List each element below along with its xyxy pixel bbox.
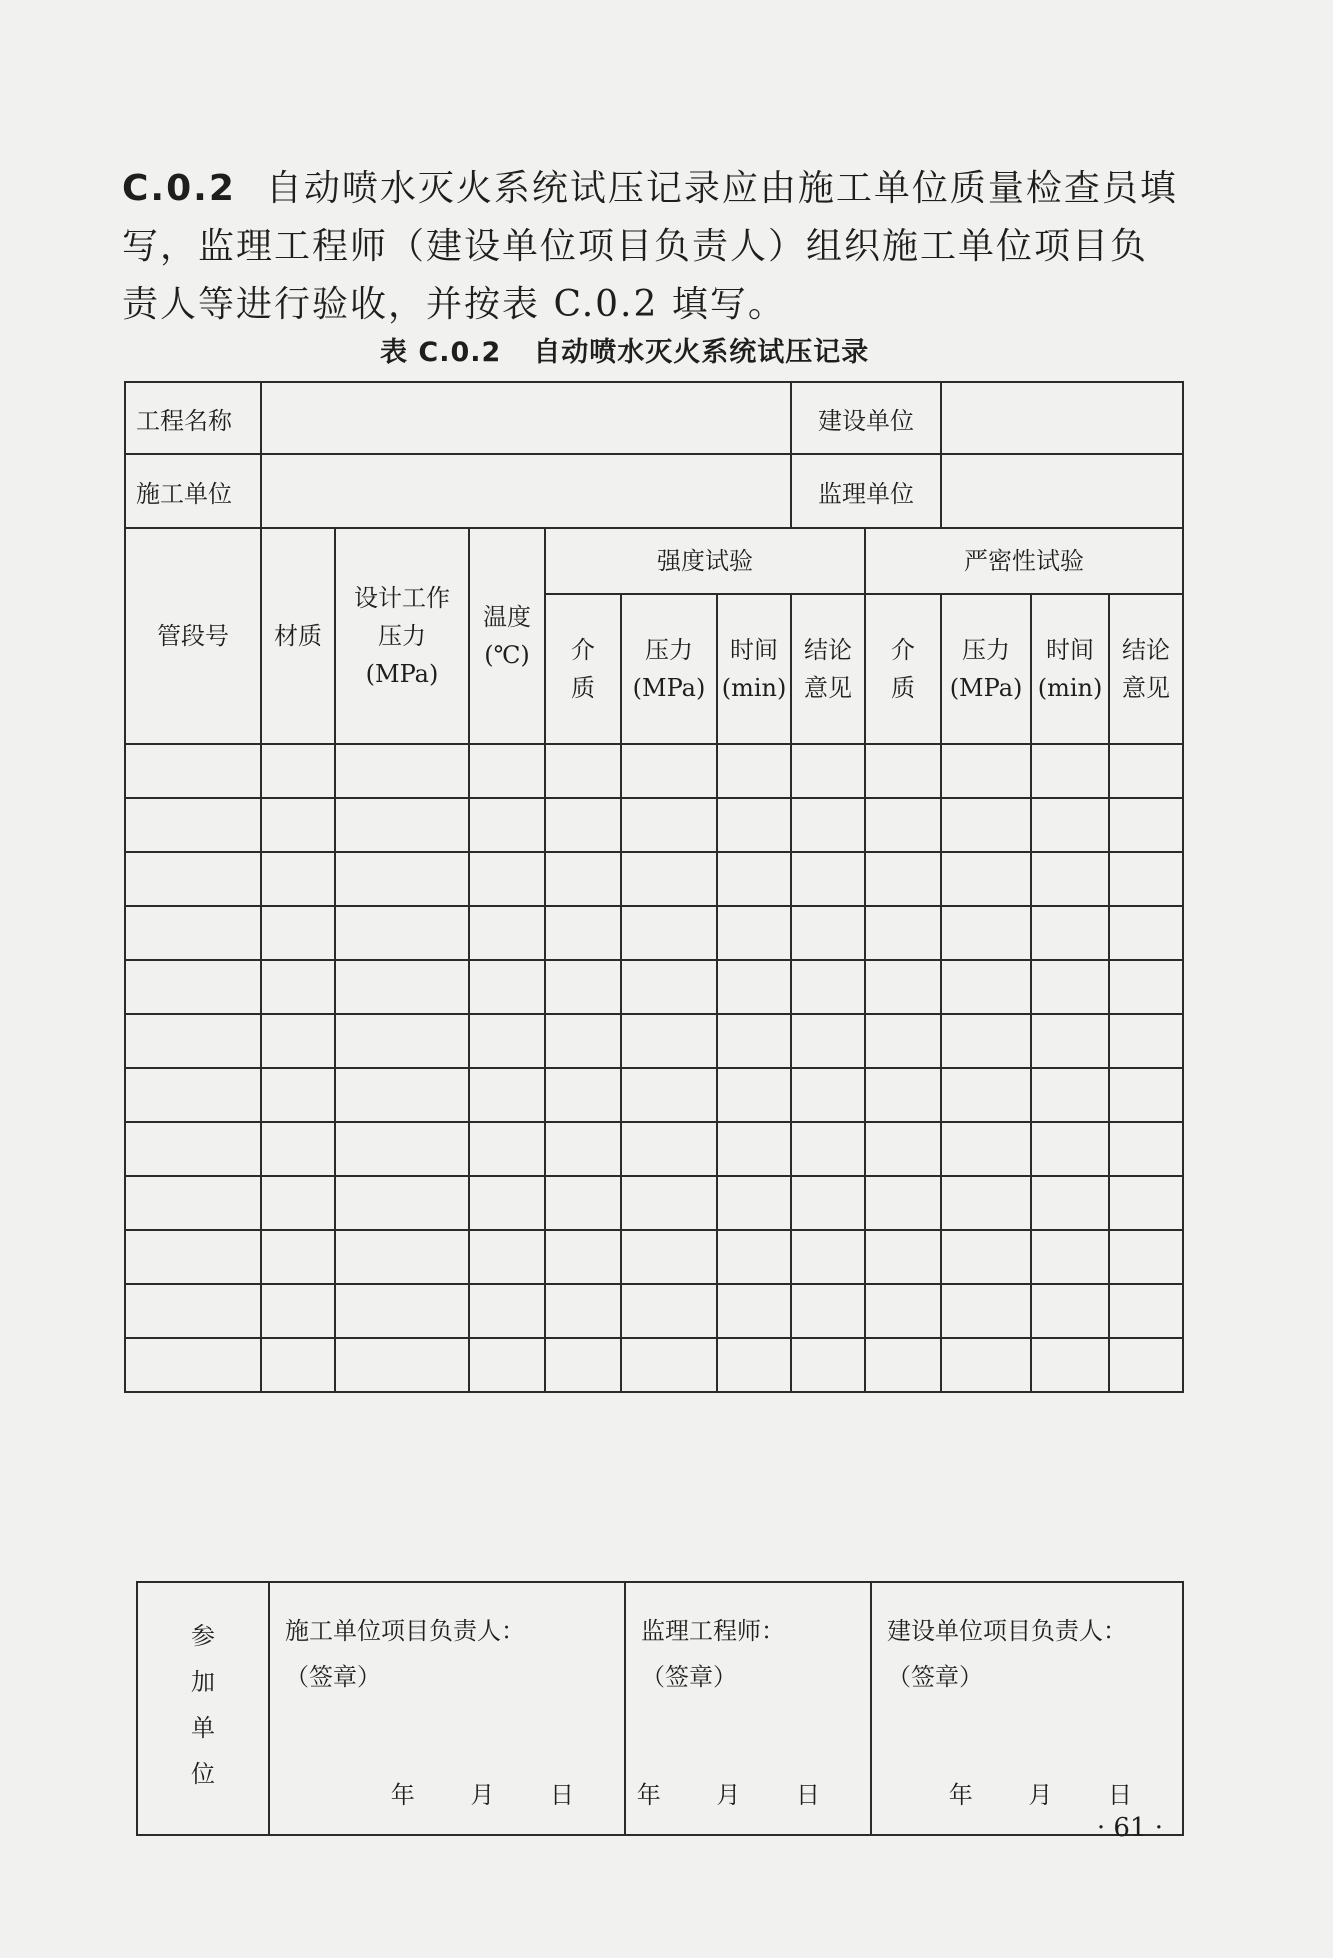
table-cell[interactable]: [791, 852, 865, 906]
table-cell[interactable]: [261, 1338, 335, 1392]
table-cell[interactable]: [1109, 1338, 1183, 1392]
strength-test-header: 强度试验: [545, 528, 865, 594]
table-row: [125, 798, 1183, 852]
design-pressure-header: 设计工作 压力 (MPa): [335, 528, 469, 744]
table-cell[interactable]: [545, 1230, 621, 1284]
table-cell[interactable]: [125, 1176, 261, 1230]
table-cell[interactable]: [717, 906, 791, 960]
table-cell[interactable]: [941, 960, 1031, 1014]
table-cell[interactable]: [717, 1122, 791, 1176]
owner-seal-label: （签章）: [887, 1663, 983, 1691]
table-cell[interactable]: [469, 1122, 545, 1176]
segment-header: 管段号: [125, 528, 261, 744]
table-cell[interactable]: [545, 906, 621, 960]
table-cell[interactable]: [1031, 744, 1109, 798]
strength-pressure-header: 压力 (MPa): [621, 594, 717, 744]
table-cell[interactable]: [1109, 1014, 1183, 1068]
table-cell[interactable]: [1031, 1068, 1109, 1122]
table-cell[interactable]: [865, 960, 941, 1014]
table-cell[interactable]: [545, 852, 621, 906]
table-name: 自动喷水灭火系统试压记录: [533, 337, 870, 368]
table-cell[interactable]: [261, 744, 335, 798]
table-cell[interactable]: [125, 960, 261, 1014]
table-cell[interactable]: [469, 1338, 545, 1392]
table-cell[interactable]: [865, 798, 941, 852]
table-cell[interactable]: [941, 1176, 1031, 1230]
table-cell[interactable]: [469, 1230, 545, 1284]
table-cell[interactable]: [335, 1230, 469, 1284]
intro-paragraph: [122, 160, 1182, 334]
table-cell[interactable]: [545, 1014, 621, 1068]
tightness-time-header: 时间 (min): [1031, 594, 1109, 744]
table-cell[interactable]: [717, 798, 791, 852]
table-row: [125, 1176, 1183, 1230]
table-cell[interactable]: [545, 1122, 621, 1176]
builder-company-label: 施工单位: [125, 454, 261, 528]
table-row: [125, 1014, 1183, 1068]
table-cell[interactable]: [335, 1068, 469, 1122]
table-cell[interactable]: [941, 1338, 1031, 1392]
table-cell[interactable]: [941, 852, 1031, 906]
project-name-label: 工程名称: [125, 382, 261, 454]
table-row: [125, 1122, 1183, 1176]
table-cell[interactable]: [335, 1284, 469, 1338]
table-cell[interactable]: [335, 1176, 469, 1230]
info-row-1: [125, 382, 1183, 454]
table-cell[interactable]: [717, 852, 791, 906]
table-cell[interactable]: [1031, 960, 1109, 1014]
table-cell[interactable]: [1031, 1176, 1109, 1230]
table-cell[interactable]: [261, 1122, 335, 1176]
table-title: [380, 330, 869, 369]
table-cell[interactable]: [941, 906, 1031, 960]
supervisor-date: 年 月 日: [636, 1781, 844, 1809]
table-cell[interactable]: [1031, 906, 1109, 960]
table-cell[interactable]: [621, 1284, 717, 1338]
table-cell[interactable]: [545, 1284, 621, 1338]
table-cell[interactable]: [865, 1122, 941, 1176]
construction-company-field[interactable]: [941, 382, 1183, 454]
table-row: [125, 1284, 1183, 1338]
table-cell[interactable]: [717, 1068, 791, 1122]
table-cell[interactable]: [1109, 960, 1183, 1014]
table-cell[interactable]: [545, 1338, 621, 1392]
table-cell[interactable]: [621, 798, 717, 852]
table-cell[interactable]: [1109, 744, 1183, 798]
table-cell[interactable]: [545, 1176, 621, 1230]
table-row: [125, 1230, 1183, 1284]
table-cell[interactable]: [261, 1176, 335, 1230]
table-cell[interactable]: [1109, 1176, 1183, 1230]
strength-medium-header: 介 质: [545, 594, 621, 744]
table-cell[interactable]: [941, 1122, 1031, 1176]
table-cell[interactable]: [261, 798, 335, 852]
table-cell[interactable]: [865, 1068, 941, 1122]
builder-date: 年 月 日: [390, 1781, 598, 1809]
table-cell[interactable]: [545, 1068, 621, 1122]
owner-date: 年 月 日: [948, 1781, 1156, 1809]
table-row: [125, 744, 1183, 798]
strength-conclusion-header: 结论 意见: [791, 594, 865, 744]
owner-signature-box[interactable]: [871, 1582, 1183, 1835]
table-cell[interactable]: [941, 798, 1031, 852]
table-cell[interactable]: [261, 1230, 335, 1284]
supervisor-label: 监理工程师：: [641, 1617, 785, 1645]
table-cell[interactable]: [261, 906, 335, 960]
table-cell[interactable]: [621, 960, 717, 1014]
table-cell[interactable]: [941, 744, 1031, 798]
tightness-medium-header: 介 质: [865, 594, 941, 744]
table-cell[interactable]: [621, 1068, 717, 1122]
table-cell[interactable]: [941, 1014, 1031, 1068]
table-cell[interactable]: [335, 744, 469, 798]
table-cell[interactable]: [791, 1338, 865, 1392]
table-cell[interactable]: [621, 1122, 717, 1176]
table-cell[interactable]: [865, 744, 941, 798]
table-cell[interactable]: [335, 852, 469, 906]
table-cell[interactable]: [1031, 1284, 1109, 1338]
table-cell[interactable]: [717, 1338, 791, 1392]
table-cell[interactable]: [1109, 852, 1183, 906]
strength-time-header: 时间 (min): [717, 594, 791, 744]
supervisor-seal-label: （签章）: [641, 1663, 737, 1691]
supervisor-signature-box[interactable]: [625, 1582, 871, 1835]
table-cell[interactable]: [335, 1338, 469, 1392]
table-cell[interactable]: [717, 1176, 791, 1230]
table-cell[interactable]: [1109, 1230, 1183, 1284]
table-cell[interactable]: [941, 1284, 1031, 1338]
table-cell[interactable]: [469, 1284, 545, 1338]
table-number: 表 C.0.2: [380, 337, 502, 368]
table-cell[interactable]: [469, 1176, 545, 1230]
table-row: [125, 1338, 1183, 1392]
table-cell[interactable]: [335, 1014, 469, 1068]
table-cell[interactable]: [621, 1338, 717, 1392]
table-cell[interactable]: [261, 1014, 335, 1068]
table-cell[interactable]: [1031, 852, 1109, 906]
table-cell[interactable]: [125, 1122, 261, 1176]
table-cell[interactable]: [261, 852, 335, 906]
table-cell[interactable]: [261, 1068, 335, 1122]
table-cell[interactable]: [791, 1230, 865, 1284]
table-cell[interactable]: [865, 1338, 941, 1392]
supervision-company-label: 监理单位: [791, 454, 941, 528]
table-cell[interactable]: [621, 906, 717, 960]
table-cell[interactable]: [1109, 906, 1183, 960]
table-cell[interactable]: [125, 798, 261, 852]
table-cell[interactable]: [469, 744, 545, 798]
table-row: [125, 852, 1183, 906]
table-cell[interactable]: [621, 1230, 717, 1284]
table-cell[interactable]: [335, 906, 469, 960]
table-cell[interactable]: [125, 1014, 261, 1068]
temperature-header: 温度 (℃): [469, 528, 545, 744]
table-row: [125, 906, 1183, 960]
supervision-company-field[interactable]: [941, 454, 1183, 528]
builder-seal-label: （签章）: [285, 1663, 381, 1691]
clause-number: C.0.2: [122, 168, 236, 209]
tightness-test-header: 严密性试验: [865, 528, 1183, 594]
table-cell[interactable]: [261, 960, 335, 1014]
table-cell[interactable]: [865, 1230, 941, 1284]
table-cell[interactable]: [791, 906, 865, 960]
table-cell[interactable]: [545, 798, 621, 852]
table-cell[interactable]: [469, 960, 545, 1014]
table-cell[interactable]: [545, 744, 621, 798]
builder-signature-box[interactable]: [269, 1582, 625, 1835]
table-cell[interactable]: [865, 852, 941, 906]
table-cell[interactable]: [621, 1176, 717, 1230]
table-cell[interactable]: [717, 1284, 791, 1338]
data-rows: [125, 744, 1183, 1392]
table-cell[interactable]: [941, 1068, 1031, 1122]
table-cell[interactable]: [791, 1122, 865, 1176]
owner-manager-label: 建设单位项目负责人：: [887, 1617, 1127, 1645]
table-cell[interactable]: [125, 852, 261, 906]
table-cell[interactable]: [791, 1176, 865, 1230]
table-cell[interactable]: [621, 852, 717, 906]
table-cell[interactable]: [261, 1284, 335, 1338]
header-row-1: [125, 528, 1183, 594]
table-cell[interactable]: [865, 1176, 941, 1230]
table-cell[interactable]: [125, 1230, 261, 1284]
table-cell[interactable]: [1031, 1338, 1109, 1392]
participants-label: 参 加 单 位: [137, 1582, 269, 1835]
table-cell[interactable]: [621, 744, 717, 798]
table-cell[interactable]: [1031, 1122, 1109, 1176]
tightness-conclusion-header: 结论 意见: [1109, 594, 1183, 744]
info-row-2: [125, 454, 1183, 528]
project-name-field[interactable]: [261, 382, 791, 454]
table-cell[interactable]: [469, 852, 545, 906]
table-cell[interactable]: [545, 960, 621, 1014]
table-cell[interactable]: [125, 906, 261, 960]
table-cell[interactable]: [1031, 1230, 1109, 1284]
builder-manager-label: 施工单位项目负责人：: [285, 1617, 525, 1645]
table-cell[interactable]: [865, 1014, 941, 1068]
table-cell[interactable]: [865, 1284, 941, 1338]
material-header: 材质: [261, 528, 335, 744]
table-cell[interactable]: [717, 1230, 791, 1284]
table-row: [125, 960, 1183, 1014]
table-cell[interactable]: [469, 1014, 545, 1068]
table-cell[interactable]: [1031, 798, 1109, 852]
intro-text: 自动喷水灭火系统试压记录应由施工单位质量检查员填写，监理工程师（建设单位项目负责人）组织施工单位项目负责人等进行验收，并按表 C.0.2 填写。: [122, 168, 1178, 325]
construction-company-label: 建设单位: [791, 382, 941, 454]
table-cell[interactable]: [125, 1284, 261, 1338]
table-cell[interactable]: [1109, 1284, 1183, 1338]
table-cell[interactable]: [621, 1014, 717, 1068]
table-cell[interactable]: [717, 960, 791, 1014]
table-cell[interactable]: [791, 1068, 865, 1122]
table-cell[interactable]: [941, 1230, 1031, 1284]
table-cell[interactable]: [791, 1284, 865, 1338]
table-cell[interactable]: [125, 1338, 261, 1392]
page-number: · 61 ·: [1096, 1813, 1163, 1843]
table-cell[interactable]: [791, 798, 865, 852]
signature-table: [136, 1581, 1184, 1836]
pressure-test-record-table: [124, 381, 1184, 1393]
table-cell[interactable]: [717, 1014, 791, 1068]
table-cell[interactable]: [791, 744, 865, 798]
table-cell[interactable]: [125, 1068, 261, 1122]
table-cell[interactable]: [1109, 798, 1183, 852]
table-cell[interactable]: [469, 906, 545, 960]
table-cell[interactable]: [865, 906, 941, 960]
table-cell[interactable]: [125, 744, 261, 798]
table-cell[interactable]: [791, 960, 865, 1014]
table-cell[interactable]: [469, 1068, 545, 1122]
table-cell[interactable]: [791, 1014, 865, 1068]
table-cell[interactable]: [335, 798, 469, 852]
table-cell[interactable]: [717, 744, 791, 798]
table-cell[interactable]: [1109, 1068, 1183, 1122]
tightness-pressure-header: 压力 (MPa): [941, 594, 1031, 744]
table-cell[interactable]: [335, 1122, 469, 1176]
builder-company-field[interactable]: [261, 454, 791, 528]
table-cell[interactable]: [335, 960, 469, 1014]
table-cell[interactable]: [469, 798, 545, 852]
table-row: [125, 1068, 1183, 1122]
table-cell[interactable]: [1031, 1014, 1109, 1068]
table-cell[interactable]: [1109, 1122, 1183, 1176]
